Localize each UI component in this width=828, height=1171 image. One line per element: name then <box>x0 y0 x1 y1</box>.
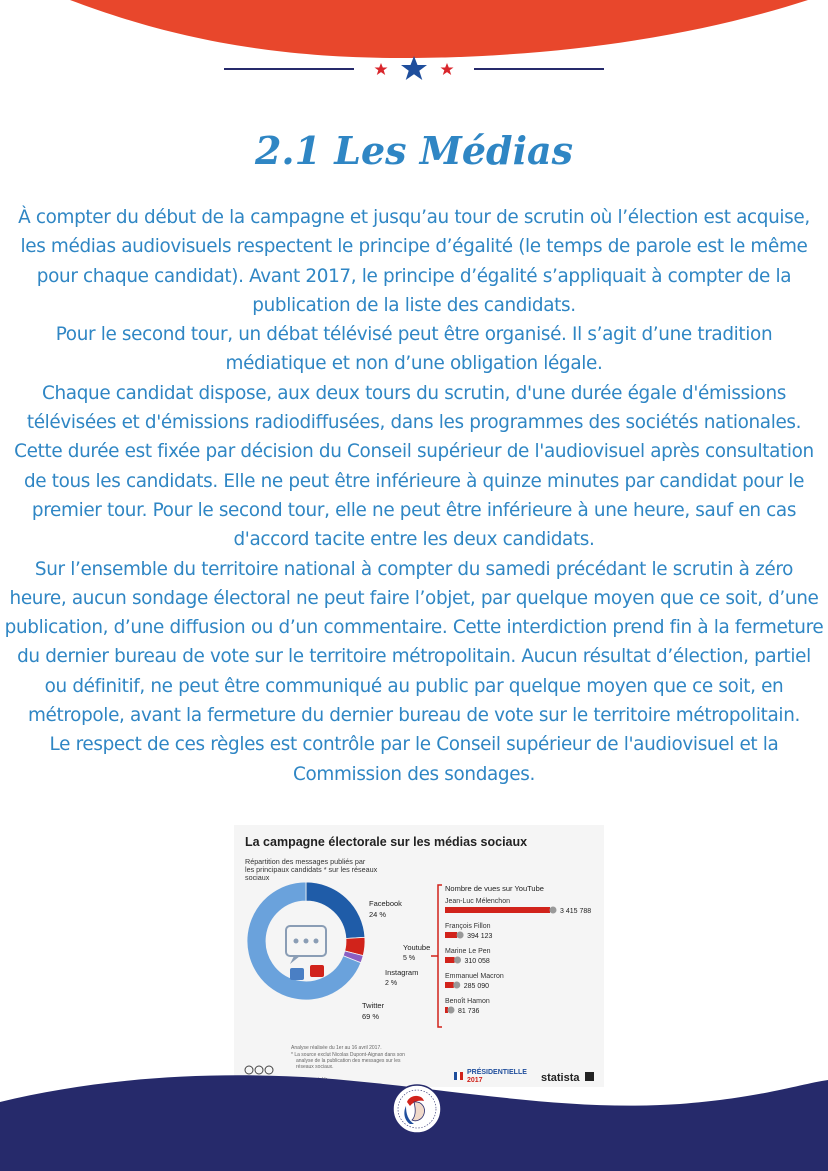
bar-label: Emmanuel Macron <box>445 973 504 980</box>
footnote-line: Analyse réalisée du 1er au 16 avril 2017. <box>291 1045 382 1051</box>
footnote-line: * La source exclut Nicolas Dupont-Aignan dans son <box>291 1052 405 1058</box>
pie-label-twitter: Twitter <box>362 1001 385 1010</box>
pie-subtitle-line: Répartition des messages publiés par <box>245 857 366 866</box>
paragraph: À compter du début de la campagne et jusqu’au tour de scrutin où l’élection est acquise, les médias audiovisuels respectent le principe d’égalité (le temps de parole est le même pour chaque candidat). Avant 2017, le principe d’égalité s’appliquait à compter de la publication de la liste des candidats. <box>18 207 810 316</box>
bar-value: 3 415 788 <box>560 908 592 915</box>
bar-value: 394 123 <box>467 933 493 940</box>
paragraph: Chaque candidat dispose, aux deux tours du scrutin, d'une durée égale d'émissions télévisées et d'émissions radiodiffusées, dans les programmes des sociétés nationales. Cette durée est fixée par décision du Conseil supérieur de l'audiovisuel après consultation de tous les candidats. Elle ne peut être inférieure à quinze minutes par candidat pour le premier tour. Pour le second tour, elle ne peut être inférieure à une heure, sauf en cas d'accord tacite entre les deux candidats. <box>14 382 814 551</box>
footnote-line: réseaux sociaux. <box>296 1064 334 1070</box>
bar-label: François Fillon <box>445 923 491 930</box>
paragraph: Sur l’ensemble du territoire national à compter du samedi précédant le scrutin à zéro heure, aucun sondage électoral ne peut faire l’objet, par quelque moyen que ce soit, d’une publication, d’une diffusion ou d’un commentaire. Cette interdiction prend fin à la fermeture du dernier bureau de vote sur le territoire métropolitain. Aucun résultat d’élection, partiel ou définitif, ne peut être communiqué au public par quelque moyen que ce soit, en métropole, avant la fermeture du dernier bureau de vote sur le territoire métropolitain. <box>4 558 824 727</box>
page-title: 2.1 Les Médias <box>254 128 574 173</box>
pie-slice-facebook <box>306 882 365 938</box>
youtube-views-bars <box>445 898 591 1015</box>
chat-bubble-icon <box>286 926 326 964</box>
pie-label-instagram: Instagram <box>385 968 419 977</box>
pie-value-youtube: 5 % <box>403 955 416 962</box>
bar-end-dot <box>550 907 557 914</box>
pie-value-twitter: 69 % <box>362 1012 380 1021</box>
bar <box>445 982 454 988</box>
bar-value: 285 090 <box>463 983 490 990</box>
bar-end-dot <box>454 957 461 964</box>
bar-label: Benoît Hamon <box>445 998 490 1005</box>
thumbs-down-icon <box>310 965 324 977</box>
badge-year: 2017 <box>467 1077 483 1084</box>
bracket-line <box>431 885 442 1027</box>
bar <box>445 932 457 938</box>
bar-end-dot <box>453 982 460 989</box>
small-red-star-icon <box>441 63 454 75</box>
paragraph: Le respect de ces règles est contrôle par le Conseil supérieur de l'audiovisuel et la Commission des sondages. <box>49 734 779 785</box>
thumbs-up-icon <box>290 968 304 980</box>
star-divider <box>0 56 828 86</box>
pie-subtitle-line: sociaux <box>245 873 270 882</box>
pie-label-youtube: Youtube <box>403 943 431 952</box>
infographic-title: La campagne électorale sur les médias sociaux <box>245 835 528 849</box>
statista-logo: statista <box>541 1072 580 1084</box>
footnote-line: analyse de la publication des messages sur les <box>296 1058 401 1064</box>
bar-label: Jean-Luc Mélenchon <box>445 898 510 905</box>
bar <box>445 957 455 963</box>
bar <box>445 907 550 913</box>
badge-title: PRÉSIDENTIELLE <box>467 1069 527 1076</box>
social-media-infographic <box>234 825 604 1087</box>
bar-chart-title: Nombre de vues sur YouTube <box>445 884 544 893</box>
body-text <box>4 203 824 789</box>
bar-value: 81 736 <box>458 1008 480 1015</box>
bar-value: 310 058 <box>464 958 490 965</box>
bar-end-dot <box>448 1007 455 1014</box>
pie-value-facebook: 24 % <box>369 910 387 919</box>
large-blue-star-icon <box>401 56 427 80</box>
bar-label: Marine Le Pen <box>445 948 491 955</box>
marianne-logo <box>392 1084 442 1134</box>
pie-subtitle-line: les principaux candidats * sur les réseaux <box>245 865 378 874</box>
small-red-star-icon <box>375 63 388 75</box>
pie-label-facebook: Facebook <box>369 899 402 908</box>
pie-value-instagram: 2 % <box>385 980 398 987</box>
bar-end-dot <box>457 932 464 939</box>
paragraph: Pour le second tour, un débat télévisé peut être organisé. Il s’agit d’une tradition médiatique et non d’une obligation légale. <box>55 324 773 375</box>
